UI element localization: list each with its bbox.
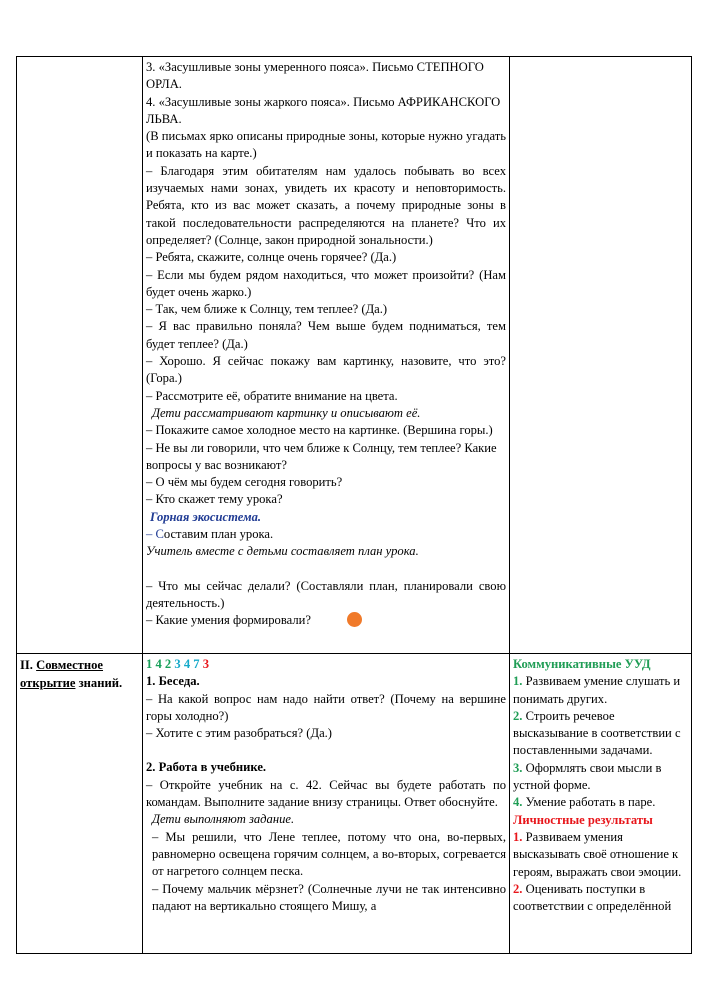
text-line: – Если мы будем рядом находиться, что может произойти? (Нам будет очень жарко.) xyxy=(146,267,506,299)
italic-note: Дети рассматривают картинку и описывают её. xyxy=(152,405,421,420)
table-row xyxy=(17,57,692,654)
text-line: – Я вас правильно поняла? Чем выше будем подниматься, тем будет теплее? (Да.) xyxy=(146,319,506,351)
stage-word: Совместное xyxy=(36,658,104,672)
text-line: – Благодаря этим обитателям нам удалось побывать во всех изучаемых нами зонах, увидеть их красоту и неповторимость. Ребята, кто из вас может сказать, а почему природные зоны в такой последовательности распределяются на планете? Что их определяет? (Солнце, закон природной зональности.) xyxy=(146,163,506,247)
step-number: 4 xyxy=(183,657,191,671)
italic-note: Учитель вместе с детьми составляет план урока. xyxy=(146,544,419,559)
step-number: 3 xyxy=(174,657,181,671)
step-number: 1 xyxy=(146,657,153,671)
content-cell xyxy=(143,57,510,654)
personal-item: 2. Оценивать поступки в соответствии с определённой xyxy=(513,881,672,914)
uud-item: 4. Умение работать в паре. xyxy=(513,795,656,810)
lesson-table xyxy=(16,56,692,954)
text-line: – Почему мальчик мёрзнет? (Солнечные лучи не так интенсивно падают на вертикально стоящего Мишу, а xyxy=(152,881,506,913)
personal-title: Личностные результаты xyxy=(513,812,653,827)
uud-title: Коммуникативные УУД xyxy=(513,657,651,671)
step-numbers xyxy=(146,656,506,673)
content-cell xyxy=(143,654,510,954)
personal-item: 1. Развиваем умения высказывать своё отношение к героям, выражать свои эмоции. xyxy=(513,829,682,879)
text-line: – Рассмотрите её, обратите внимание на цвета. xyxy=(146,388,398,403)
text-line: – Что мы сейчас делали? (Составляли план, планировали свою деятельность.) xyxy=(146,578,506,610)
lesson-topic: Горная экосистема. xyxy=(150,509,262,524)
plan-rest: оставим план урока. xyxy=(163,527,274,542)
table-row xyxy=(17,654,692,954)
text-line: – На какой вопрос нам надо найти ответ? (Почему на вершине горы холодно?) xyxy=(146,691,506,723)
step-number: 4 xyxy=(155,657,162,671)
last-line: – Какие умения формировали? xyxy=(146,613,311,628)
section-heading: 1. Беседа. xyxy=(146,674,200,689)
spacer xyxy=(146,561,506,578)
stage-cell xyxy=(17,654,143,954)
stage-cell xyxy=(17,57,143,654)
text-line xyxy=(146,612,506,629)
step-number: 3 xyxy=(202,657,210,671)
orange-dot xyxy=(347,612,362,627)
uud-item: 1. Развиваем умение слушать и понимать других. xyxy=(513,674,681,706)
text-line: – Мы решили, что Лене теплее, потому что она, во-первых, равномерно освещена горячим солнцем, а во-вторых, согревается от нагретого солнцем песка. xyxy=(152,829,506,879)
text-line: – Хотите с этим разобраться? (Да.) xyxy=(146,726,333,741)
text-line: – Не вы ли говорили, что чем ближе к Солнцу, тем теплее? Какие вопросы у вас возникают? xyxy=(146,440,497,472)
stage-word: открытие xyxy=(20,676,76,690)
text-line: – О чём мы будем сегодня говорить? xyxy=(146,475,343,490)
section-heading: 2. Работа в учебнике. xyxy=(146,760,267,775)
text-line: – Так, чем ближе к Солнцу, тем теплее? (Да.) xyxy=(146,302,388,317)
stage-number: II. xyxy=(20,658,37,672)
result-cell xyxy=(510,654,692,954)
step-number: 7 xyxy=(193,657,200,671)
uud-item: 3. Оформлять свои мысли в устной форме. xyxy=(513,760,662,793)
text-line: (В письмах ярко описаны природные зоны, которые нужно угадать и показать на карте.) xyxy=(146,129,506,161)
plan-dash: – С xyxy=(146,527,164,542)
stage-word: знаний. xyxy=(75,676,123,690)
text-line: 3. «Засушливые зоны умеренного пояса». Письмо СТЕПНОГО ОРЛА. xyxy=(146,60,484,92)
uud-item: 2. Строить речевое высказывание в соответствии с поставленными задачами. xyxy=(513,708,681,758)
text-line: 4. «Засушливые зоны жаркого пояса». Письмо АФРИКАНСКОГО ЛЬВА. xyxy=(146,94,501,126)
text-line: – Ребята, скажите, солнце очень горячее? (Да.) xyxy=(146,250,397,265)
italic-note: Дети выполняют задание. xyxy=(152,812,295,827)
text-line xyxy=(146,526,506,543)
text-line: – Откройте учебник на с. 42. Сейчас вы будете работать по командам. Выполните задание внизу страницы. Ответ обоснуйте. xyxy=(146,777,506,810)
result-cell xyxy=(510,57,692,654)
text-line: – Покажите самое холодное место на картинке. (Вершина горы.) xyxy=(146,423,493,438)
spacer xyxy=(146,742,506,759)
step-number: 2 xyxy=(164,657,172,671)
text-line: – Хорошо. Я сейчас покажу вам картинку, назовите, что это? (Гора.) xyxy=(146,354,506,386)
text-line: – Кто скажет тему урока? xyxy=(146,492,283,507)
